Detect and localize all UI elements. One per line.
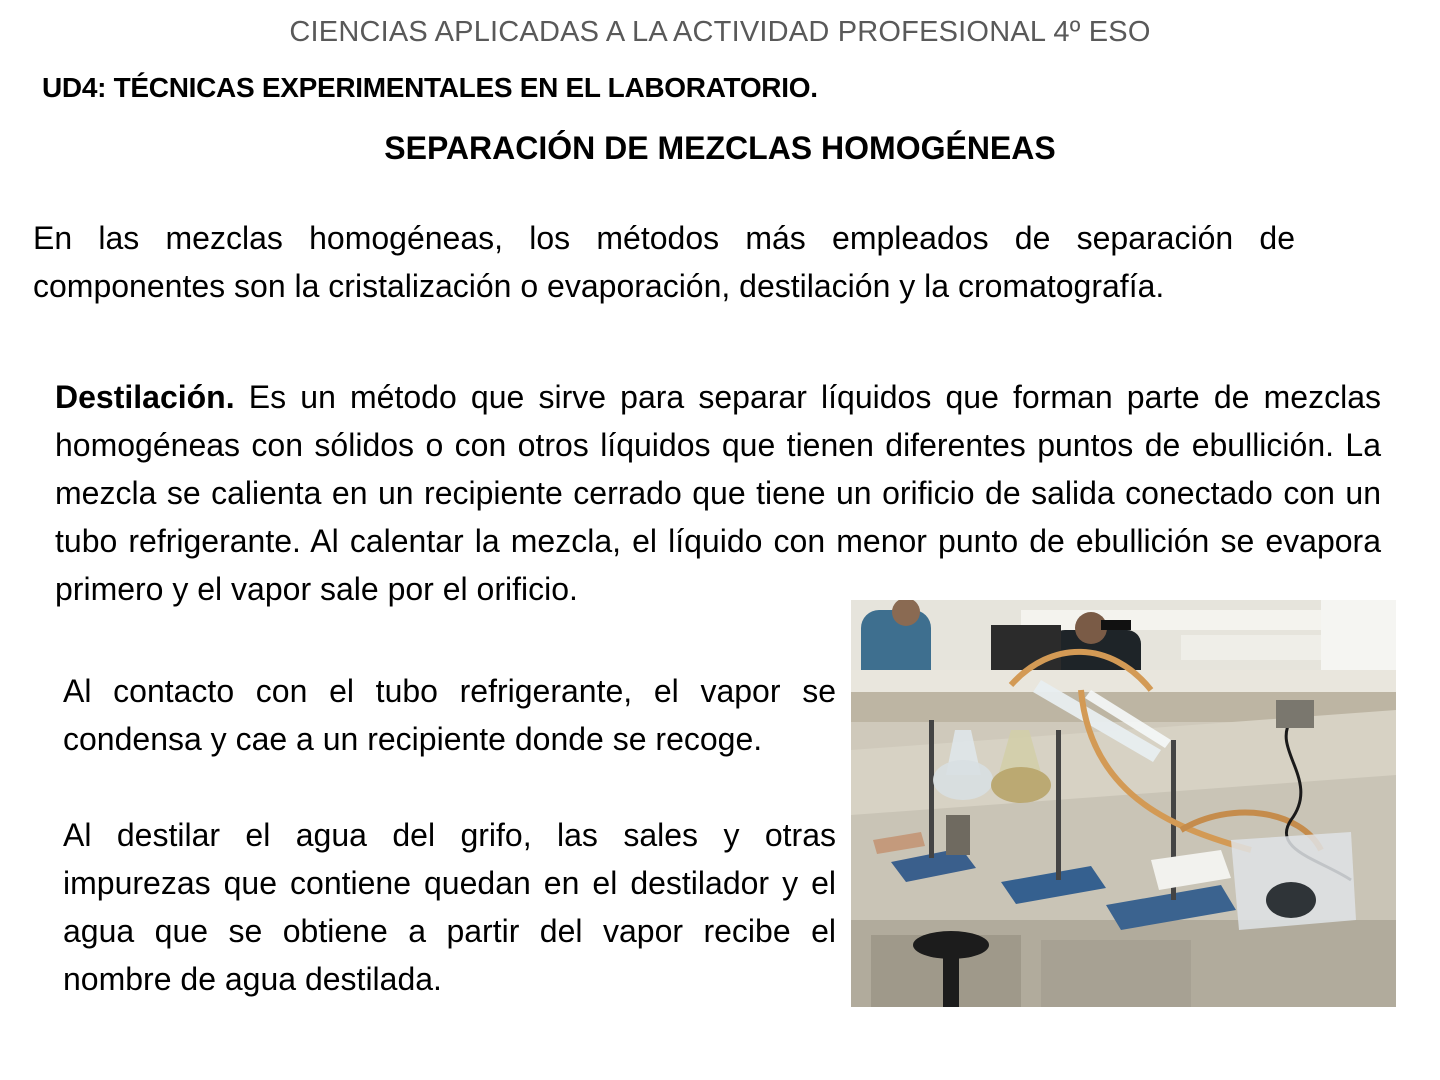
- intro-paragraph: En las mezclas homogéneas, los métodos más empleados de separación de componentes son la cristalización o evaporación, destilación y la cromatografía.: [33, 220, 1295, 304]
- destilacion-term: Destilación.: [55, 379, 235, 415]
- unit-title: UD4: TÉCNICAS EXPERIMENTALES EN EL LABORATORIO.: [42, 72, 818, 103]
- condensa-paragraph: Al contacto con el tubo refrigerante, el vapor se condensa y cae a un recipiente donde se recoge.: [63, 673, 836, 757]
- destilacion-paragraph: [55, 373, 1381, 613]
- section-title: SEPARACIÓN DE MEZCLAS HOMOGÉNEAS: [384, 130, 1056, 166]
- destilacion-text: Es un método que sirve para separar líquidos que forman parte de mezclas homogéneas con sólidos o con otros líquidos que tienen diferentes puntos de ebullición. La mezcla se calienta en un recipiente cerrado que tiene un orificio de salida conectado con un tubo refrigerante. Al calentar la mezcla, el líquido con menor punto de ebullición se evapora primero y el vapor sale por el orificio.: [55, 379, 1381, 607]
- agua-destilada-paragraph: Al destilar el agua del grifo, las sales y otras impurezas que contiene quedan en el destilador y el agua que se obtiene a partir del vapor recibe el nombre de agua destilada.: [63, 817, 836, 997]
- distillation-apparatus-photo: [851, 600, 1396, 1007]
- photo-illustration: [851, 600, 1396, 1007]
- course-title: CIENCIAS APLICADAS A LA ACTIVIDAD PROFESIONAL 4º ESO: [289, 16, 1151, 48]
